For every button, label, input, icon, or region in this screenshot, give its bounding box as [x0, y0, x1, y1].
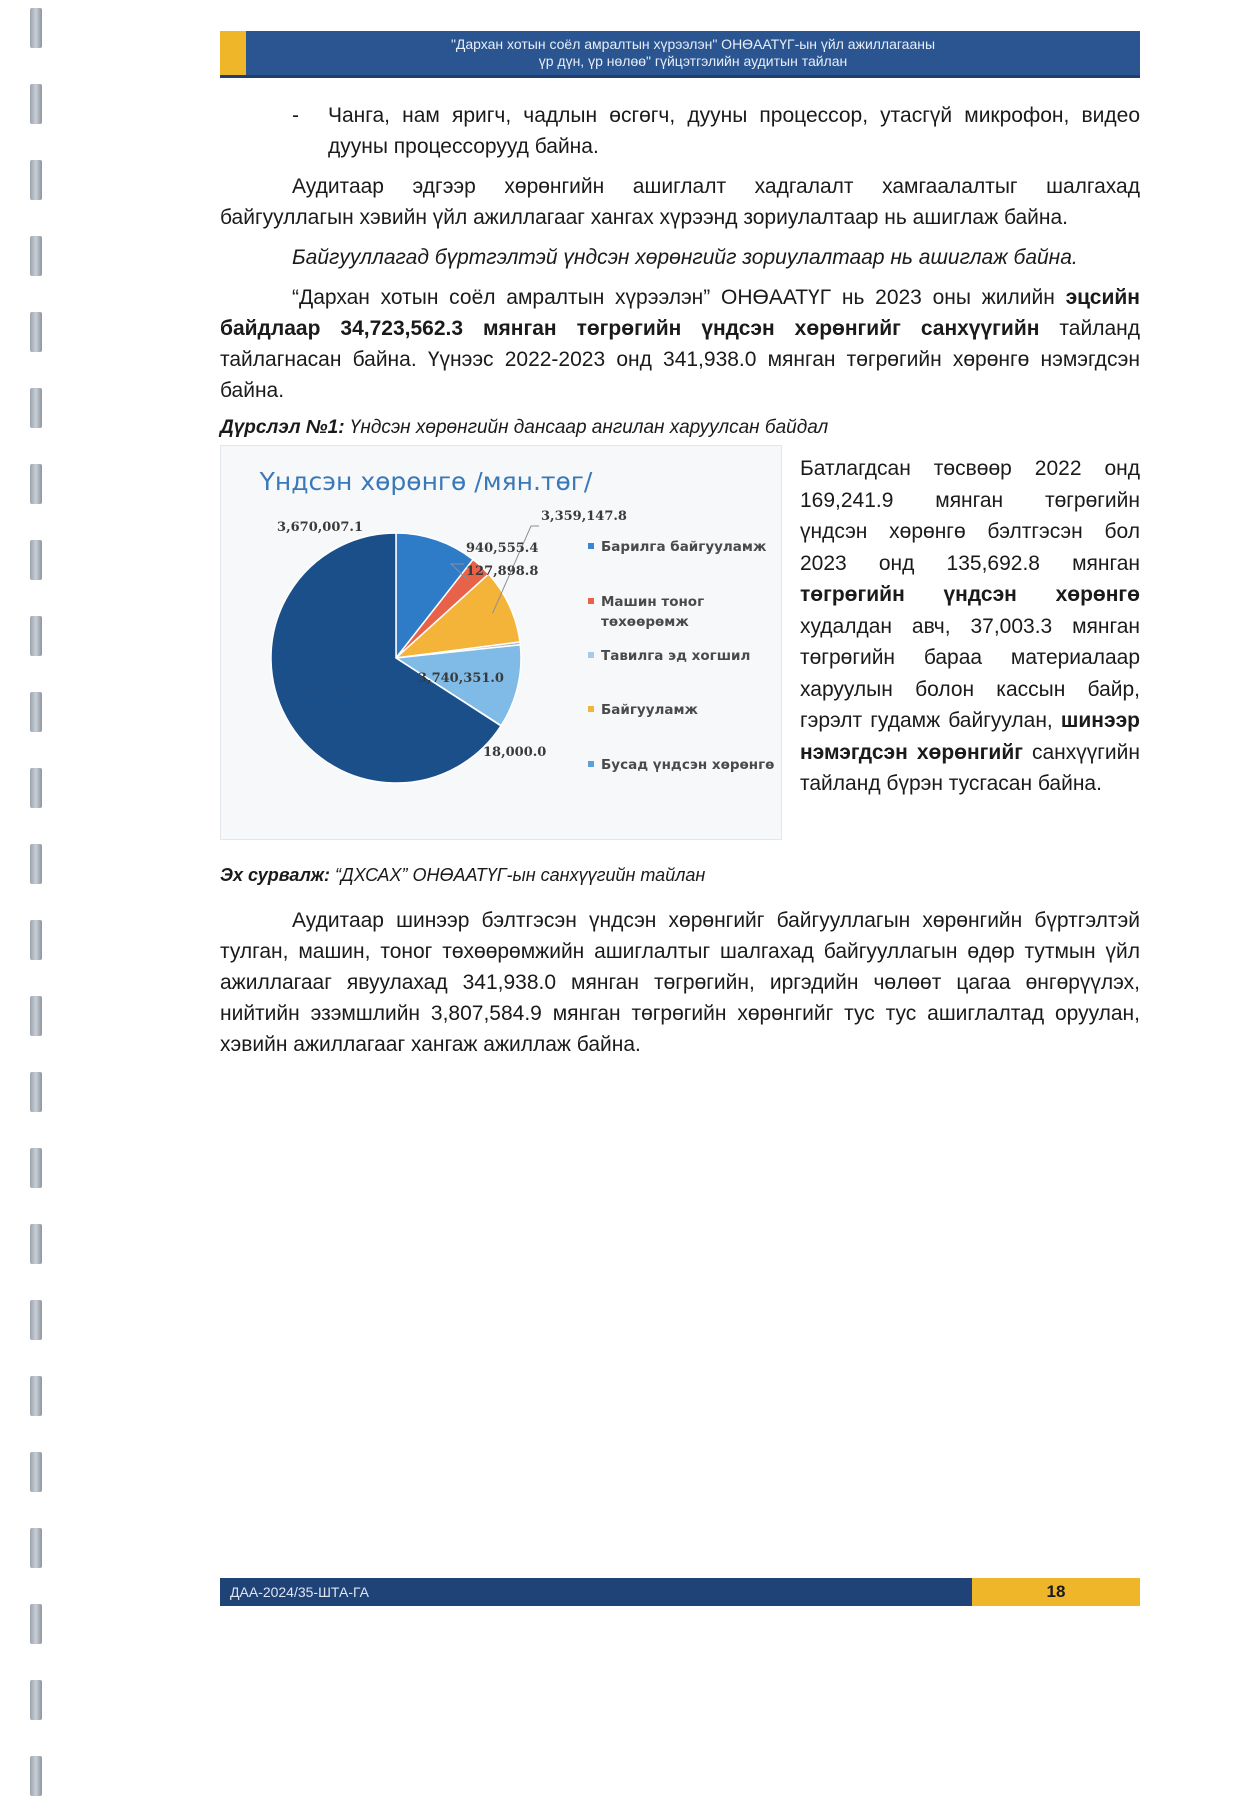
pie-chart [221, 446, 781, 839]
side-text-b: төгрөгийн үндсэн хөрөнгө [800, 583, 1140, 606]
figure-row [220, 445, 1140, 845]
legend-label: Барилга байгууламж [601, 539, 767, 555]
legend-label: Байгууламж [601, 702, 698, 718]
bullet-text: Чанга, нам яригч, чадлын өсгөгч, дууны процессор, утасгүй микрофон, видео дууны процессорууд байна. [328, 104, 1140, 158]
header-line-1: "Дархан хотын соёл амралтын хүрээлэн" ОНӨААТҮГ-ын үйл ажиллагааны [450, 36, 936, 52]
paragraph-4: Аудитаар шинээр бэлтгэсэн үндсэн хөрөнгийг байгууллагын хөрөнгийн бүртгэлтэй тулган, машин, тоног төхөөрөмжийн ашиглалтыг шалгахад байгууллагын өдөр тутмын үйл ажиллагааг явуулахад 341,938.0 мянган төгрөгийн, иргэдийн чөлөөт цагаа өнгөрүүлэх, нийтийн эзэмшлийн 3,807,584.9 мянган төгрөгийн хөрөнгийг тус тус ашиглалтад оруулан, хэвийн ажиллагааг хангаж ажиллаж байна. [220, 909, 1140, 1056]
slice-label: 3,740,351.0 [418, 671, 504, 686]
pie-chart-box [220, 445, 782, 840]
binding-hole [30, 1148, 42, 1188]
binding-hole [30, 388, 42, 428]
binding-hole [30, 8, 42, 48]
slice-label: 3,670,007.1 [277, 520, 363, 535]
binding-hole [30, 1528, 42, 1568]
slice-label: 18,000.0 [483, 745, 547, 760]
legend-label: Тавилга эд хогшил [601, 648, 751, 664]
header-title [246, 31, 1140, 75]
binding-hole [30, 1300, 42, 1340]
chart-title: Үндсэн хөрөнгө /мян.төг/ [259, 467, 593, 496]
binding-hole [30, 616, 42, 656]
binding-hole [30, 920, 42, 960]
binding-hole [30, 1072, 42, 1112]
binding-hole [30, 160, 42, 200]
side-paragraph [800, 453, 1140, 800]
legend-label: Бусад үндсэн хөрөнгө [601, 757, 775, 773]
binding-hole [30, 464, 42, 504]
page-content [220, 100, 1140, 1069]
binding-hole [30, 1604, 42, 1644]
figure-caption [220, 415, 1140, 441]
bullet-dash: - [292, 104, 299, 127]
binding-hole [30, 1376, 42, 1416]
paragraph-3-part-a: “Дархан хотын соёл амралтын хүрээлэн” ОНӨААТҮГ нь 2023 оны жилийн [292, 286, 1066, 309]
side-text-a: Батлагдсан төсвөөр 2022 онд 169,241.9 мянган төгрөгийн үндсэн хөрөнгө бэлтгэсэн бол 2023 онд 135,692.8 мянган [800, 457, 1140, 575]
legend-swatch [588, 543, 594, 549]
paragraph-3-part-c: тайланд тайлагнасан байна. Үүнээс 2022-2023 онд 341,938.0 мянган төгрөгийн хөрөнгө нэмэгдсэн байна. [220, 317, 1140, 402]
footer-page-number: 18 [972, 1578, 1140, 1606]
binding-hole [30, 1756, 42, 1796]
binding-holes [30, 0, 44, 1765]
binding-hole [30, 312, 42, 352]
paragraph-2-italic: Байгууллагад бүртгэлтэй үндсэн хөрөнгийг зориулалтаар нь ашиглаж байна. [292, 246, 1078, 269]
bullet-item [220, 100, 1140, 162]
header-line-2: үр дүн, үр нөлөө" гүйцэтгэлийн аудитын тайлан [538, 53, 848, 69]
binding-hole [30, 768, 42, 808]
legend-label: Машин тоног [601, 594, 705, 610]
legend-swatch [588, 598, 594, 604]
header-accent [220, 31, 246, 75]
paragraph-3-part-b: эцсийн байдлаар 34,723,562.3 мянган төгрөгийн үндсэн хөрөнгийг санхүүгийн [220, 286, 1140, 340]
binding-hole [30, 1680, 42, 1720]
legend-swatch [588, 652, 594, 658]
binding-hole [30, 84, 42, 124]
figure-source-label: Эх сурвалж: [220, 865, 331, 885]
binding-hole [30, 844, 42, 884]
chart-legend [588, 539, 774, 773]
slice-label: 127,898.8 [466, 564, 539, 579]
page-header [220, 31, 1140, 78]
figure-source [220, 863, 1140, 887]
legend-swatch [588, 706, 594, 712]
footer-doc-code: ДАА-2024/35-ШТА-ГА [220, 1578, 972, 1606]
binding-hole [30, 692, 42, 732]
page-footer [220, 1578, 1140, 1606]
legend-swatch [588, 761, 594, 767]
side-text-c: худалдан авч, 37,003.3 мянган төгрөгийн бараа материалаар харуулын болон кассын байр, гэрэлт гудамж байгуулан, [800, 614, 1140, 732]
paragraph-1: Аудитаар эдгээр хөрөнгийн ашиглалт хадгалалт хамгаалалтыг шалгахад байгууллагын хэвийн үйл ажиллагааг хангах хүрээнд зориулалтаар нь ашиглаж байна. [220, 175, 1140, 229]
paragraph-3 [220, 282, 1140, 406]
figure-caption-text: Үндсэн хөрөнгийн дансаар ангилан харуулсан байдал [344, 417, 829, 438]
binding-hole [30, 540, 42, 580]
figure-caption-label: Дүрслэл №1: [220, 417, 345, 438]
legend-label-line-2: төхөөрөмж [601, 614, 689, 630]
slice-label: 22,867,602.0 [281, 685, 376, 700]
binding-hole [30, 236, 42, 276]
binding-hole [30, 1452, 42, 1492]
figure-source-text: “ДХСАХ” ОНӨААТҮГ-ын санхүүгийн тайлан [330, 865, 706, 885]
binding-hole [30, 1224, 42, 1264]
binding-hole [30, 996, 42, 1036]
side-text-d: шинээр нэмэгдсэн хөрөнгийг [800, 709, 1140, 764]
side-text-e: санхүүгийн тайланд бүрэн тусгасан байна. [800, 740, 1140, 795]
slice-label: 940,555.4 [466, 541, 539, 556]
slice-label: 3,359,147.8 [541, 509, 627, 524]
